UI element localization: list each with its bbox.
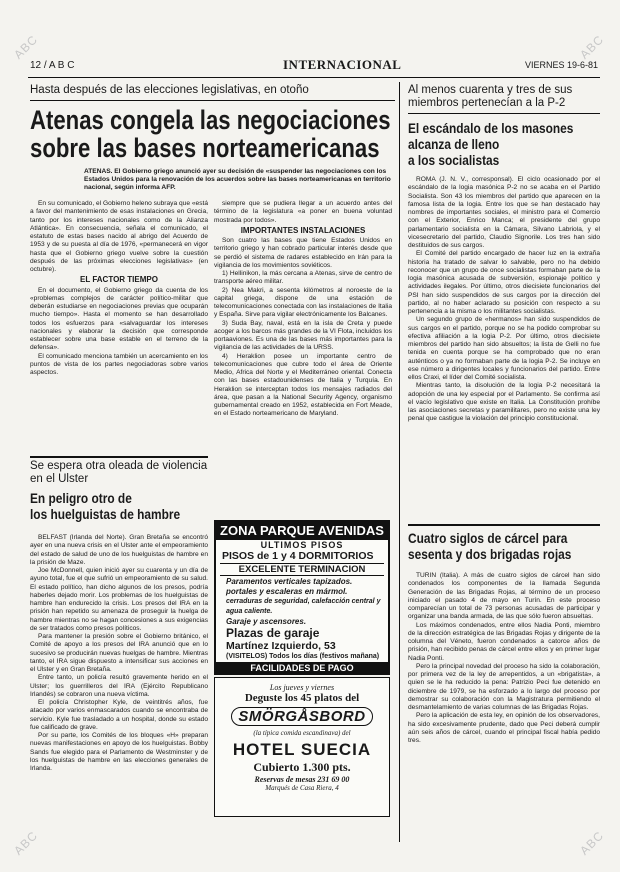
p2-headline-line1: El escándalo de los masones [408,120,574,136]
lead-kicker: Hasta después de las elecciones legislativas, en otoño [30,84,309,96]
ad-suecia-address: Marqués de Casa Riera, 4 [265,784,339,792]
turin-headline [408,530,603,566]
p2-p2: El Comité del partido encargado de hacer luz en la extraña historia ha tratado de salvar lo salvable, pero no ha debido reconocer que un grupo de once socialistas formaban parte de la logia masónica acusada de subversión, espionaje político y actividades ilegales. Por último, otros diecisiete funcionarios del PSI han sido suspendidos de sus cargos por la dirección del partido, al no haber aclarado su posición con respecto a su pertenencia a la misma o los militantes socialistas. [408,250,600,315]
ad-zona-feature-1: Paramentos verticales tapizados. [226,577,353,586]
watermark-3: ABC [11,828,41,858]
column-rule [399,82,400,842]
page-number: 12 / A B C [30,60,75,71]
lead-col2-subhead: IMPORTANTES INSTALACIONES [240,225,366,235]
ad-suecia-smorgasbord: SMÖRGÅSBORD [231,707,373,726]
lead-col1-subhead: EL FACTOR TIEMPO [80,275,158,285]
p2-p4: Mientras tanto, la disolución de la logia P-2 necesitará la adopción de una ley especial por el Parlamento. Se confirma así el vacío legislativo que existe en Italia. La Constitución prohíbe las asociaciones secretas y paramilitares, pero no existe una ley penal que castigue la violación del principio constitucional. [408,382,600,423]
ulster-kicker: Se espera otra oleada de violencia en el Ulster [30,460,208,485]
lead-col2-p4: 2) Nea Makri, a sesenta kilómetros al noroeste de la capital griega, dispone de una estación de telecomunicaciones conectada con las instalaciones de Italia y España. Sirve para vigilar electrónicamente los Balcanes. [214,286,392,319]
turin-body [408,572,600,842]
page-header [28,58,600,78]
p2-p1: ROMA (J. N. V., corresponsal). El ciclo ocasionado por el escándalo de la logia masónica P-2 no se acaba en el Partido Socialista. Son 43 los miembros del partido que aparecen en la famosa lista de la logia. Entre los que se han destacado hay nombres de importantes sociales, el ministro para el Comercio con el Exterior, Enrico Manca; el presidente del grupo parlamentario socialista en la Cámara, Silvano Labriola, y el vicesecretario del partido, Claudio Signorile. Los tres han sido destituidos de sus cargos. [408,176,600,249]
p2-headline-line2: alcanza de lleno [408,136,500,152]
lead-kicker-rule [30,100,395,101]
ad-zona-garaje: Plazas de garaje [226,626,320,640]
issue-date: VIERNES 19-6-81 [524,60,598,70]
ulster-p5: El policía Christopher Kyle, de veintitrés años, fue atacado por varios enmascarados cuando se encontraba de servicio. Kyle fue trasladado a un hospital, donde su estado fue calificado de grave. [30,699,208,731]
ad-zona-feature-4: Garaje y ascensores. [226,617,307,626]
p2-kicker-rule [408,113,600,114]
watermark-1: ABC [11,32,41,62]
ad-zona-address: Martínez Izquierdo, 53 [226,640,336,652]
ulster-p2: Joe McDonnell, quien inició ayer su cuarenta y un día de ayuno total, fue el que sufrió un empeoramiento de su salud. El estado político, han dicho algunos de los presos, podría haberles dejado morir. Los problemas de los huelguistas de hambre han endurecido la crisis. Los presos del IRA en la prisión han repetido su amenaza de proseguir la huelga de hambre mientras no se hagan concesiones a sus exigencias de ser tratados como presos políticos. [30,567,208,632]
turin-p4: Pero la aplicación de esta ley, en opinión de los observadores, ha sido excesivamente prudente, dado que Peci deberá cumplir aún seis años de cárcel, cuando el principal fiscal había pedido tres. [408,712,600,744]
lead-headline-line1: Atenas congela las negociaciones [30,106,391,135]
lead-col2-p2: Son cuatro las bases que tiene Estados Unidos en territorio griego y han cobrado particular interés desde que se perdió el sistema de radares establecido en Irán para la vigilancia de los movimientos soviéticos. [214,237,392,269]
turin-p2: Los máximos condenados, entre ellos Nadia Ponti, miembro de la dirección estratégica de las Brigadas Rojas y dirigente de la columna del Véneto, fueron condenados a catorce años de prisión, han recibido penas de cárcel entre ellos y en primer lugar Nadia Ponti. [408,621,600,662]
turin-headline-line2: sesenta y dos brigadas rojas [408,546,572,562]
lead-col2-p1: siempre que se pudiera llegar a un acuerdo antes del término de la legislatura «a poner en buena voluntad mostrada por todos». [214,200,392,224]
ulster-headline-line2: los huelguistas de hambre [30,506,181,522]
ulster-body [30,534,208,842]
turin-p3: Pero la principal novedad del proceso ha sido la colaboración, por primera vez de la ley de arrepentidos, a un «brigatista», a quien se le ha reducido la pena: Patrizio Peci fue detenido en diciembre de 1979, se ha esforzado a lo largo del proceso por demostrar su colaboración con la Magistratura permitiendo el desmantelamiento de varias columnas de las Brigadas Rojas. [408,662,600,711]
lead-col1-p3: El comunicado menciona también un acercamiento en los puntos de vista de los partes negociadoras sobre varios aspectos. [30,352,208,376]
lead-col2-p5: 3) Suda Bay, naval, está en la isla de Creta y puede acoger a los barcos más grandes de la VI Flota, incluidos los portaaviones. Es una de las bases más importantes para la vigilancia de las actividades de la URSS. [214,319,392,352]
ulster-p1: BELFAST (Irlanda del Norte). Gran Bretaña se encontró ayer en una nueva crisis en el Ulster ante el empeoramiento del estado de salud de uno de los huelguistas de hambre en la prisión de Maze. [30,534,208,566]
lead-col2-p3: 1) Hellinikon, la más cercana a Atenas, sirve de centro de transporte aéreo militar. [214,270,392,286]
ad-suecia-hotel-name: HOTEL SUECIA [232,740,372,759]
turin-headline-line1: Cuatro siglos de cárcel para [408,530,568,546]
ad-zona-feature-3: cerraduras de seguridad, calefacción central y agua caliente. [226,598,381,615]
ulster-p6: Por su parte, los Comités de los bloques «H» preparan nuevas manifestaciones en apoyo de los huelguistas. Bobby Sands fue elegido para el Parlamento de Westminster y de los huelguistas de hambre en las elecciones generales de Irlanda. [30,732,208,772]
lead-headline [30,106,400,166]
p2-kicker: Al menos cuarenta y tres de sus miembros pertenecían a la P-2 [408,84,573,109]
ad-suecia-line2: Deguste los 45 platos del [244,692,360,704]
lead-col1-p2: En el documento, el Gobierno griego da cuenta de los «problemas complejos de carácter político-militar que deberán estudiarse en negociaciones previas que ocuparán mucho tiempo». Hasta el momento se han desarrollado todos los esfuerzos para «salvaguardar los intereses nacionales y elaborar la decisión que corresponde establecer sobre una base estable en el terreno de la defensa». [30,286,208,352]
ad-suecia-phone: Reservas de mesas 231 69 00 [254,775,350,784]
ad-suecia-price: Cubierto 1.300 pts. [253,760,351,774]
ad-zona-feature-2: portales y escaleras en mármol. [226,587,348,596]
lead-dateline: ATENAS. El Gobierno griego anunció ayer su decisión de «suspender las negociaciones con los Estados Unidos para la renovación de los acuerdos sobre las bases norteamericanas en territorio nacional, según informa AFP. [84,168,391,191]
ad-zona-visit: (VISITELOS) Todos los días (festivos mañana) [226,653,380,660]
ulster-top-rule [30,456,208,458]
ulster-p3: Para mantener la presión sobre el Gobierno británico, el Comité de apoyo a los presos del IRA anunció que en lo sucesivo se producirán nuevas huelgas de hambre. Mientras tanto, el IRA sigue dispuesto a intensificar sus acciones en el Ulster y en Gran Bretaña. [30,633,208,673]
ad-zona-title: ZONA PARQUE AVENIDAS [216,522,388,540]
ulster-headline-line1: En peligro otro de [30,490,132,506]
lead-col2 [214,200,392,516]
ad-zona-sub: ULTIMOS PISOS [260,540,344,550]
section-title: INTERNACIONAL [283,57,402,72]
watermark-4: ABC [577,828,607,858]
ad-suecia-line1: Los jueves y viernes [269,683,335,692]
lead-col1 [30,200,208,452]
ad-zona-footer: FACILIDADES DE PAGO [216,662,388,675]
ad-zona-terminacion: EXCELENTE TERMINACION [220,563,384,576]
watermark-2: ABC [577,32,607,62]
lead-headline-line2: sobre las bases norteamericanas [30,133,380,163]
p2-p3: Un segundo grupo de «hermanos» han sido suspendidos de sus cargos en el partido, porque no se ha podido comprobar su efectiva afiliación a la logia P-2. Por último, otros diecisiete miembros del partido han sido absueltos; la lista de Gelli no fue tenida en cuenta porque se ha comprobado que no eran auténticos o ya no formaban parte de la logia P-2. Se incluye en ese número a dirigentes locales y funcionarios del partido. Entre ellos Craxi, el líder del Comité socialista. [408,316,600,381]
turin-p1: TURIN (Italia). A más de cuatro siglos de cárcel han sido condenados los componentes de la llamada Segunda Generación de las Brigadas Rojas, al término de un proceso iniciado el pasado 4 de mayo en Turín. En este proceso comparecían un total de 73 personas acusadas de participar y organizar una banda armada, de las que sólo fueron absueltas. [408,572,600,621]
p2-body [408,176,600,520]
ad-zona-pisos: PISOS de 1 y 4 DORMITORIOS [222,550,374,562]
ad-hotel-suecia [214,677,390,817]
turin-top-rule [408,524,600,526]
ulster-p4: Entre tanto, un policía resultó gravemente herido en el Ulster; los guerrilleros del IRA (Ejército Republicano Irlandés) se cobraron una nueva víctima. [30,674,208,698]
ad-suecia-line4: (la típica comida escandinava) del [253,729,351,737]
p2-headline-line3: a los socialistas [408,152,500,168]
ulster-headline [30,490,208,526]
p2-headline [408,120,603,172]
ad-zona-parque [214,520,390,675]
lead-col2-p6: 4) Heraklion posee un importante centro de telecomunicaciones que cubre todo el área de Oriente Medio, Africa del Norte y el Mediterráneo oriental. Conecta con las bases estadounidenses de Italia y Turquía. En Heraklion se interceptan todos los mensajes radiados del área, que pasan a la National Security Agency, organismo gubernamental creado en 1952, establecida en Fort Meade, en el Estado norteamericano de Maryland. [214,352,392,418]
lead-col1-p1: En su comunicado, el Gobierno heleno subraya que «está a favor del mantenimiento de esas instalaciones en Grecia, tanto por los intereses nacionales como de la Alianza Atlántica». En consecuencia, señala el comunicado, el estatuto de estas bases nacido al abrigo del Acuerdo de 1953 y de su puesta al día de 1976, «permanecerá en vigor hasta que el Gobierno griego vuelve sobre la cuestión después de las próximas elecciones legislativas» (en octubre). [30,200,208,273]
